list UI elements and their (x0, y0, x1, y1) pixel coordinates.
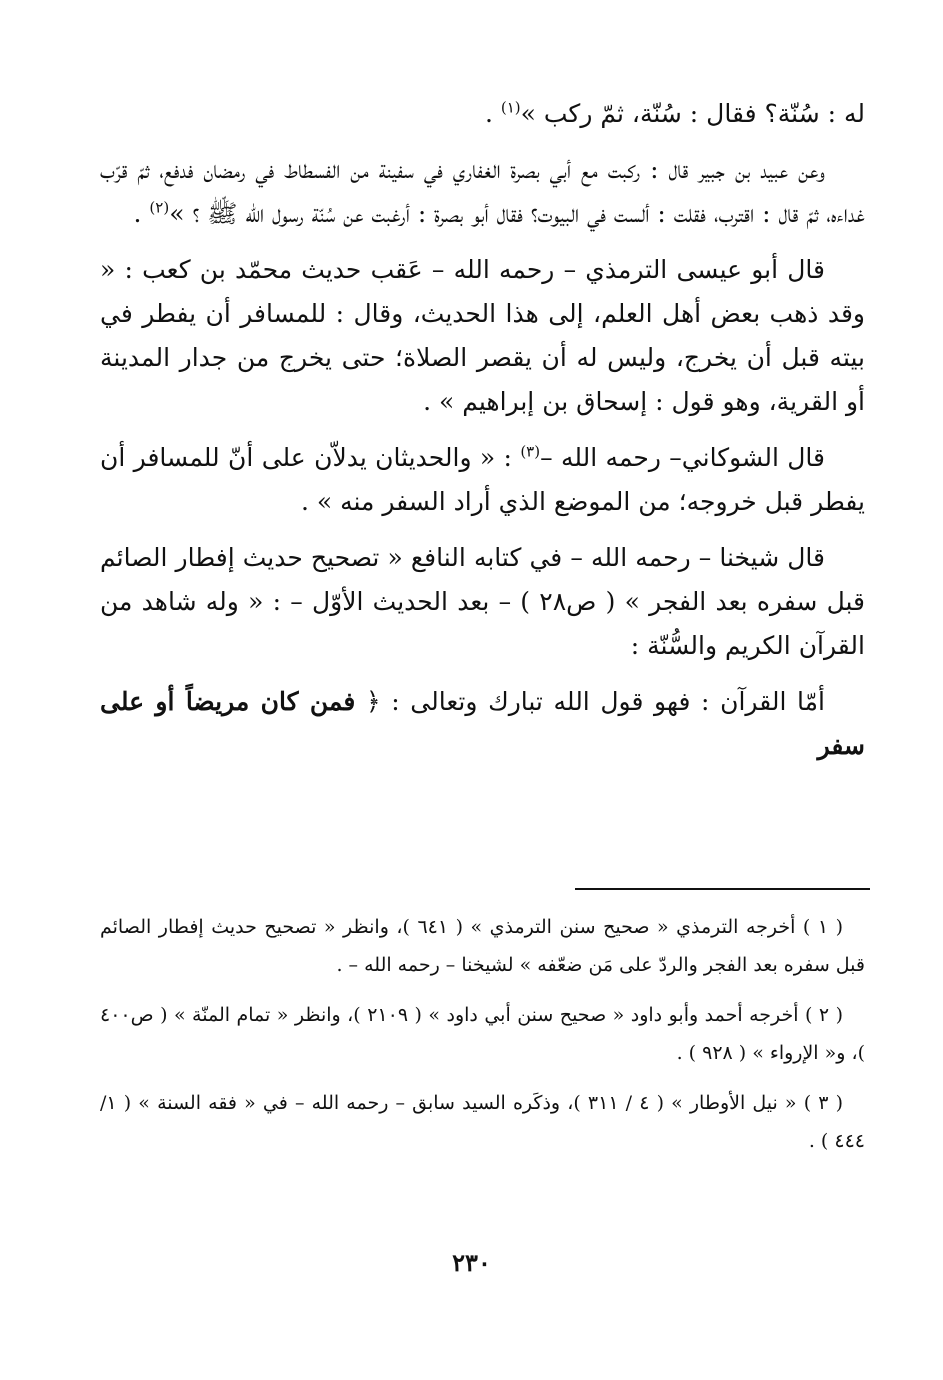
footnote-divider (575, 888, 870, 890)
footnote-ref-1: (١) (500, 98, 521, 117)
paragraph-3 (100, 248, 865, 424)
footnote-3: ( ٣ ) « نيل الأوطار » ( ٤ / ٣١١ )، وذكَره السيد سابق – رحمه الله – في « فقه السنة » ( ١/ ٤٤٤ ) . (100, 1092, 865, 1152)
paragraph-4 (100, 436, 865, 524)
paragraph-2-text: وعن عبيد بن جبير قال : ركبت مع أبي بصرة الغفاري في سفينة من الفسطاط في رمضان فدفع، ثمّ قرّب غداءه، ثمّ قال : اقترب، فقلت : ألست في البيوت؟ فقال أبو بصرة : أرغبت عن سُنّة رسول الله ﷺ ؟ » (100, 155, 865, 228)
footnote-2: ( ٢ ) أخرجه أحمد وأبو داود « صحيح سنن أبي داود » ( ٢١٠٩ )، وانظر « تمام المنّة » ( ص٤٠٠ )، و« الإرواء » ( ٩٢٨ ) . (100, 1004, 865, 1064)
footnote-1: ( ١ ) أخرجه الترمذي « صحيح سنن الترمذي » ( ٦٤١ )، وانظر « تصحيح حديث إفطار الصائم قبل سفره بعد الفجر والردّ على مَن ضعّفه » لشيخنا – رحمه الله – . (100, 916, 865, 976)
paragraph-1-tail: . (484, 99, 501, 128)
footnote-ref-2: (٢) (149, 198, 170, 217)
footnote-ref-3: (٣) (520, 442, 541, 461)
paragraph-5 (100, 536, 865, 668)
paragraph-1 (100, 92, 865, 136)
paragraph-5-text: قال شيخنا – رحمه الله – في كتابه النافع « تصحيح حديث إفطار الصائم قبل سفره بعد الفجر » ( ص٢٨ ) – بعد الحديث الأوّل – : « وله شاهد من القرآن الكريم والسُّنّة : (100, 543, 865, 660)
page-number: ٢٣٠ (452, 1248, 491, 1277)
paragraph-6 (100, 680, 865, 768)
paragraph-2-tail: . (133, 199, 150, 228)
paragraph-2 (100, 148, 865, 236)
footnotes (100, 908, 865, 1172)
paragraph-3-text: قال أبو عيسى الترمذي – رحمه الله – عَقب حديث محمّد بن كعب : « وقد ذهب بعض أهل العلم، إلى هذا الحديث، وقال : للمسافر أن يفطر في بيته قبل أن يخرج، وليس له أن يقصر الصلاة؛ حتى يخرج من جدار المدينة أو القرية، وهو قول : إسحاق بن إبراهيم » . (100, 255, 865, 416)
paragraph-1-text: له : سُنّة؟ فقال : سُنّة، ثمّ ركب » (520, 99, 865, 128)
paragraph-6-text: أمّا القرآن : فهو قول الله تبارك وتعالى : ﴿ (355, 687, 825, 716)
quran-verse: فمن كان مريضاً أو على سفر (100, 687, 865, 760)
paragraph-4-tail: : « والحديثان يدلاّن على أنّ للمسافر أن يفطر قبل خروجه؛ من الموضع الذي أراد السفر منه » . (100, 443, 865, 516)
main-text (100, 92, 865, 780)
paragraph-4-text: قال الشوكاني– رحمه الله – (540, 443, 825, 472)
